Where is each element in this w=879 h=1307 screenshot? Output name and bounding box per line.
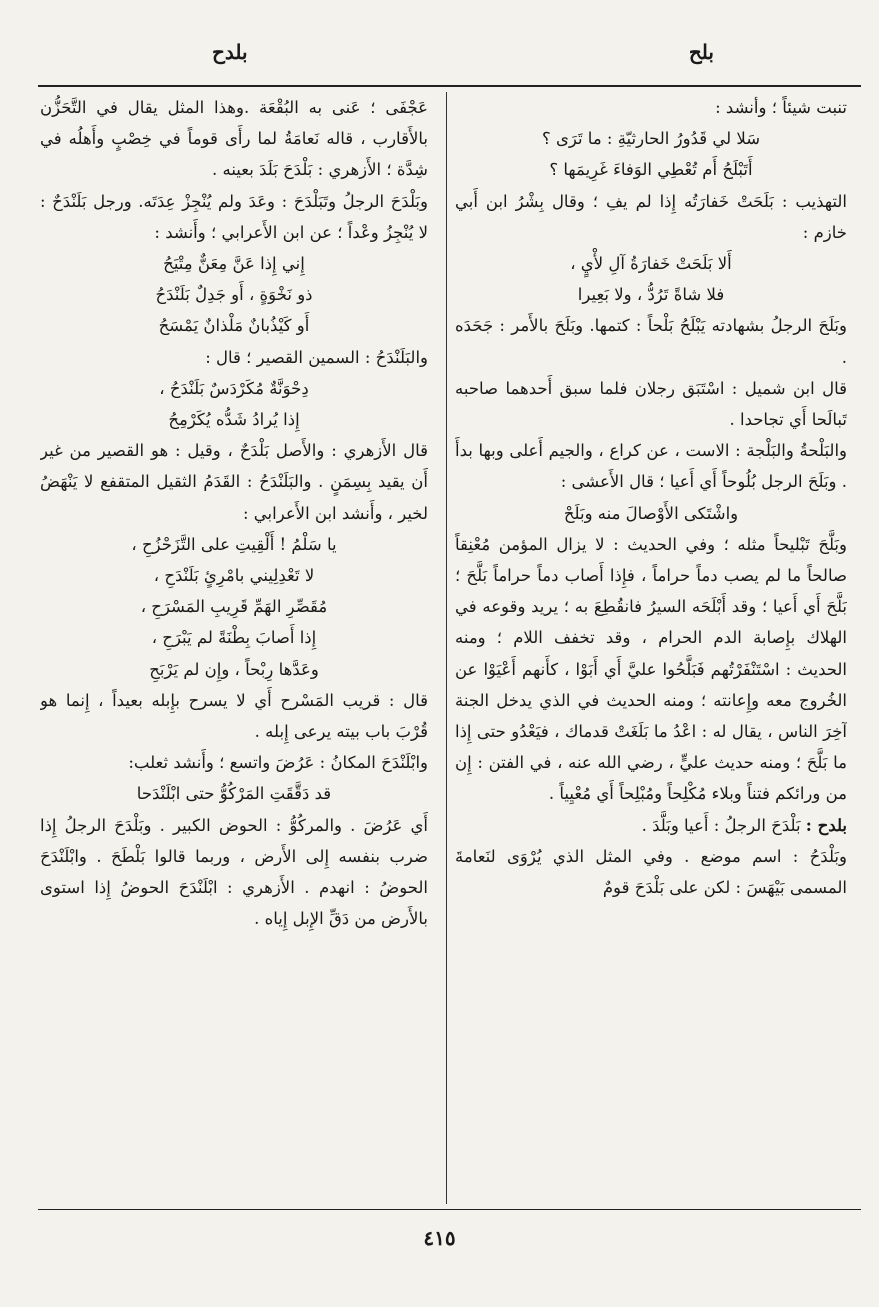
running-head-right: بلح [688, 40, 714, 64]
paragraph: وبَلْدَحَ الرجلُ وتَبَلْدَحَ : وعَدَ ولم يُنْجِزْ عِدَتَه. ورجل بَلَنْدَحٌ : لا يُنْجِزُ وعْداً ؛ عن ابن الأَعرابي ؛ وأَنشد : [40, 191, 428, 242]
verse-line: لا تَعْدِلِيني بامْرِئٍ بَلَنْدَحِ ، [153, 566, 315, 586]
paragraph: وابْلَنْدَحَ المكانُ : عَرُضَ واتسع ؛ وأَنشد ثعلب: [128, 753, 428, 773]
verse-line: واشْتَكى الأَوْصالَ منه وبَلَحْ [563, 503, 739, 523]
verse-line: إِذا يُرادُ شَدُّه يُكَرْمِحُ [168, 410, 300, 430]
paragraph: وبَلَّحَ تَبْليحاً مثله ؛ وفي الحديث : لا يزال المؤمن مُعْنِقاً صالحاً ما لم يصب دماً حراماً ، فإِذا أَصاب دماً حراماً بَلَّحَ ؛ بَلَّحَ أَي أَعيا ؛ وقد أَبْلَحَه السيرُ فانقُطِعَ به ؛ يريد وقوعه في الهلاك بإِصابة الدم الحرام ، وقد تخفف اللام ؛ ومنه الحديث : اسْتَنْفَرْتُهم فَبَلَّحُوا عليَّ أَي أَبَوْا ، كأَنهم أَعْيَوْا عن الخُروج معه وإِعانته ؛ ومنه الحديث في الذي يدخل الجنة آخِرَ الناس ، يقال له : اعْدُ ما بَلَغَتْ قدماك ، فيَعْدُو حتى إِذا ما بَلَّحَ ؛ ومنه حديث عليٍّ ، رضي الله عنه ، في الفتن : إِن من ورائكم فتناً وبلاء مُكْلِحاً ومُبْلِحاً أَي مُعْيِياً . [455, 534, 847, 804]
verse-line: أَتَبْلَحُ أَم تُعْطِي الوَفاءَ غَرِيمَها ؟ [549, 160, 753, 180]
paragraph: والبَلْحةُ والبَلْجة : الاست ، عن كراع ، والجيم أَعلى وبها بدأَ . وبَلَحَ الرجل بُلُوحاً أَي أَعيا ؛ قال الأَعشى : [455, 441, 847, 492]
verse-line: مُقَصِّرِ الهَمِّ قَرِيبِ المَسْرَحِ ، [140, 597, 328, 617]
verse-line: فلا شاةً تَرُدُّ ، ولا بَعِيرا [577, 285, 725, 305]
footer-rule [38, 1209, 861, 1210]
left-column [40, 92, 428, 1204]
header-rule [38, 85, 861, 87]
verse-line: دِحْوَنَّةٌ مُكَرْدَسٌ بَلَنْدَحُ ، [159, 378, 309, 398]
paragraph: عَجْفَى ؛ عَنى به البُقْعَة .وهذا المثل يقال في التَّحَزُّن بالأَقارب ، قاله نَعامَةُ لما رأَى قوماً في خِصْبٍ وأَهلُه في شِدَّة ؛ الأَزهري : بَلْدَحَ بَلَدَ بعينه . [40, 98, 428, 180]
verse-line: قد دَقَّقَتِ المَرْكُوُّ حتى ابْلَنْدَحا [136, 784, 332, 804]
verse-line: إِني إِذا عَنَّ مِعَنٌّ مِتْيَحُ [163, 254, 305, 274]
entry-paragraph [455, 810, 847, 841]
right-column [455, 92, 847, 1204]
paragraph: والبَلَنْدَحُ : السمين القصير ؛ قال : [205, 347, 428, 367]
paragraph: أَي عَرُضَ . والمركُوُّ : الحوض الكبير . وبَلْدَحَ الرجلُ إِذا ضرب بنفسه إِلى الأَرض ، وربما قالوا بَلْطَحَ . وابْلَنْدَحَ الحوضُ : انهدم . الأَزهري : ابْلَنْدَحَ الحوضُ إِذا استوى بالأَرض من دَقِّ الإِبل إِياه . [40, 815, 428, 929]
entry-headword: بلدح : [805, 815, 847, 835]
verse-line: يا سَلْمُ ! أَلْقِيتِ على التَّزَحْزُحِ ، [131, 534, 337, 554]
verse-line: وعَدَّها رِبْحاً ، وإِن لم يَرْبَحِ [149, 659, 319, 679]
page-number: ٤١٥ [423, 1226, 456, 1250]
running-head-left: بلدح [212, 40, 248, 64]
verse-line: أَلا بَلَحَتْ خَفارَةُ آلِ لأْيٍ ، [570, 254, 732, 274]
paragraph: قال : قريب المَسْرح أَي لا يسرح بإِبله بعيداً ، إِنما هو قُرْبَ باب بيته يرعى إِبله . [40, 690, 428, 742]
verse-line: ذو نَخْوَةٍ ، أَو جَدِلٌ بَلَنْدَحُ [155, 285, 313, 305]
column-divider [446, 92, 447, 1204]
paragraph: التهذيب : بَلَحَتْ خَفارَتُه إِذا لم يفِ ؛ وقال بِشْرُ ابن أَبي خازم : [455, 191, 847, 242]
paragraph: وبَلْدَحُ : اسم موضع . وفي المثل الذي يُرْوَى لنَعامةَ المسمى بَيْهَسَ : لكن على بَلْدَحَ قومٌ [455, 846, 847, 898]
paragraph: قال الأَزهري : والأَصل بَلْدَحٌ ، وقيل : هو القصير من غير أَن يقيد بِسِمَنٍ . والبَلَنْدَحُ : القَدَمُ الثقيل المتقفع لا يَنْهَضُ لخير ، وأَنشد ابن الأَعرابي : [40, 441, 428, 523]
paragraph: وبَلَحَ الرجلُ بشهادته يَبْلَحُ بَلْحاً : كتمها. وبَلَحَ بالأَمر : جَحَدَه . [455, 316, 847, 367]
verse-line: أَو كَيْذُبانٌ مَلْذانٌ يَمْسَحُ [158, 316, 310, 336]
verse-line: سَلا لي قَدُورُ الحارثيّةِ : ما تَرَى ؟ [541, 129, 761, 149]
verse-line: إِذا أَصابَ بِطْنَةً لم يَبْرَحِ ، [151, 628, 317, 648]
paragraph: قال ابن شميل : اسْتَبَق رجلان فلما سبق أَحدهما صاحبه تَبالَحا أَي تجاحدا . [455, 378, 847, 430]
paragraph: تنبت شيئاً ؛ وأنشد : [715, 98, 847, 117]
entry-text: بَلْدَحَ الرجلُ : أَعيا وبَلَّدَ . [641, 815, 801, 835]
